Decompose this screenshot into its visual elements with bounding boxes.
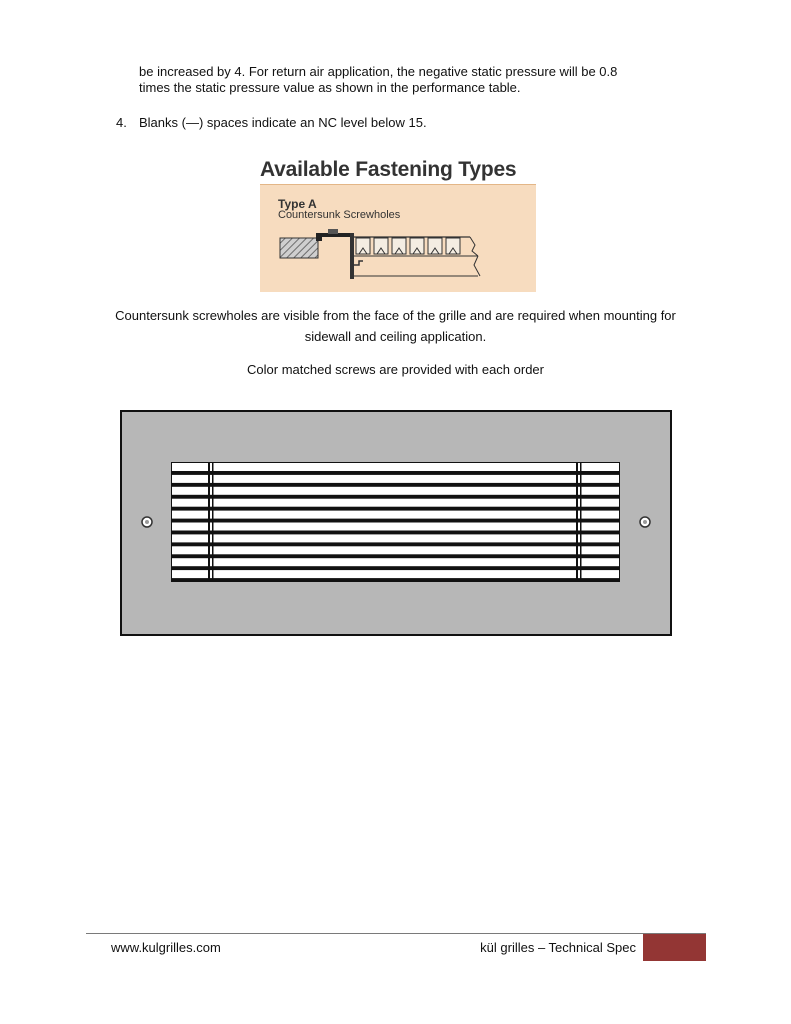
figure-title: Available Fastening Types bbox=[260, 158, 517, 181]
screw-hole bbox=[640, 517, 650, 527]
caption-screws: Color matched screws are provided with each order bbox=[247, 362, 544, 377]
note-line: be increased by 4. For return air application, the negative static pressure will be 0.8 bbox=[139, 64, 618, 79]
note-number: 4. bbox=[116, 115, 127, 130]
grille-illustration bbox=[120, 410, 673, 638]
footer-title: kül grilles – Technical Spec bbox=[480, 940, 636, 955]
grille-blade bbox=[172, 463, 619, 471]
figure-panel bbox=[260, 184, 536, 292]
grille-blade bbox=[172, 558, 619, 566]
footer-accent-box bbox=[643, 934, 706, 961]
grille-blade bbox=[172, 523, 619, 531]
note-line: times the static pressure value as shown in the performance table. bbox=[139, 80, 521, 95]
footer-divider bbox=[86, 933, 706, 934]
caption-line: sidewall and ceiling application. bbox=[304, 329, 487, 344]
note-text: Blanks (—) spaces indicate an NC level below 15. bbox=[139, 115, 427, 130]
caption-line: Countersunk screwholes are visible from the face of the grille and are required when mounting for bbox=[115, 308, 676, 323]
type-label: Type A bbox=[278, 197, 317, 211]
grille-blade bbox=[172, 534, 619, 542]
note-continuation bbox=[139, 64, 699, 96]
fastening-types-figure bbox=[260, 156, 538, 292]
grille-blade bbox=[172, 499, 619, 507]
footer-website: www.kulgrilles.com bbox=[111, 940, 221, 955]
grille-blade bbox=[172, 475, 619, 483]
note-item-4 bbox=[116, 115, 427, 131]
grille-blade bbox=[172, 487, 619, 495]
grille-blade bbox=[172, 570, 619, 578]
grille-blade bbox=[172, 546, 619, 554]
type-description: Countersunk Screwholes bbox=[278, 209, 401, 221]
screw-hole bbox=[142, 517, 152, 527]
caption-block bbox=[95, 305, 696, 347]
grille-blade bbox=[172, 511, 619, 519]
